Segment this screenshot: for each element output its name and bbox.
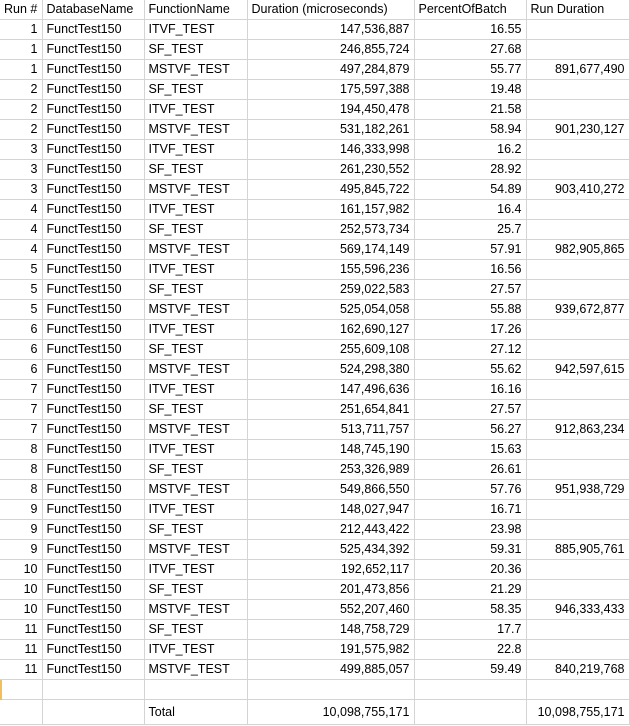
active-cell-marker (0, 680, 2, 700)
cell-run[interactable]: 3 (0, 140, 42, 160)
cell-functionname[interactable]: MSTVF_TEST (144, 600, 247, 620)
cell-run[interactable]: 8 (0, 460, 42, 480)
cell-run[interactable]: 7 (0, 380, 42, 400)
total-run-duration[interactable]: 10,098,755,171 (526, 700, 629, 725)
cell-databasename[interactable]: FunctTest150 (42, 200, 144, 220)
cell-databasename[interactable]: FunctTest150 (42, 660, 144, 680)
header-duration[interactable]: Duration (microseconds) (247, 0, 414, 20)
cell-databasename[interactable]: FunctTest150 (42, 600, 144, 620)
cell-databasename[interactable]: FunctTest150 (42, 240, 144, 260)
cell-duration[interactable]: 175,597,388 (247, 80, 414, 100)
cell-duration[interactable]: 246,855,724 (247, 40, 414, 60)
cell-run[interactable]: 3 (0, 160, 42, 180)
cell-databasename[interactable]: FunctTest150 (42, 460, 144, 480)
cell-duration[interactable]: 495,845,722 (247, 180, 414, 200)
table-row (0, 340, 629, 360)
header-run[interactable]: Run # (0, 0, 42, 20)
cell-duration[interactable]: 147,496,636 (247, 380, 414, 400)
cell-run[interactable]: 3 (0, 180, 42, 200)
cell-percentofbatch[interactable]: 21.58 (414, 100, 526, 120)
cell-run[interactable]: 6 (0, 360, 42, 380)
cell-percentofbatch[interactable]: 58.35 (414, 600, 526, 620)
cell-databasename[interactable]: FunctTest150 (42, 140, 144, 160)
cell-functionname[interactable]: SF_TEST (144, 520, 247, 540)
cell-percentofbatch[interactable]: 15.63 (414, 440, 526, 460)
empty-cell[interactable] (247, 680, 414, 700)
cell-run[interactable]: 11 (0, 640, 42, 660)
cell-run-duration[interactable] (526, 380, 629, 400)
table-row (0, 40, 629, 60)
total-row (0, 700, 629, 725)
cell-duration[interactable]: 148,027,947 (247, 500, 414, 520)
cell-functionname[interactable]: MSTVF_TEST (144, 300, 247, 320)
table-row (0, 600, 629, 620)
cell-functionname[interactable]: ITVF_TEST (144, 640, 247, 660)
table-row (0, 60, 629, 80)
cell-run-duration[interactable] (526, 440, 629, 460)
cell-run-duration[interactable] (526, 560, 629, 580)
cell-functionname[interactable]: MSTVF_TEST (144, 360, 247, 380)
header-databasename[interactable]: DatabaseName (42, 0, 144, 20)
empty-cell[interactable] (526, 680, 629, 700)
table-row (0, 320, 629, 340)
cell-functionname[interactable]: ITVF_TEST (144, 500, 247, 520)
empty-cell[interactable] (42, 700, 144, 725)
table-row (0, 100, 629, 120)
cell-databasename[interactable]: FunctTest150 (42, 180, 144, 200)
cell-percentofbatch[interactable]: 21.29 (414, 580, 526, 600)
cell-run[interactable]: 4 (0, 220, 42, 240)
cell-duration[interactable]: 259,022,583 (247, 280, 414, 300)
table-row (0, 580, 629, 600)
table-row (0, 180, 629, 200)
header-run-duration[interactable]: Run Duration (526, 0, 629, 20)
table-row (0, 560, 629, 580)
cell-functionname[interactable]: MSTVF_TEST (144, 180, 247, 200)
cell-run-duration[interactable]: 912,863,234 (526, 420, 629, 440)
cell-run[interactable]: 4 (0, 200, 42, 220)
cell-run[interactable]: 7 (0, 420, 42, 440)
cell-run[interactable]: 8 (0, 440, 42, 460)
empty-cell[interactable] (414, 680, 526, 700)
empty-cell[interactable] (0, 700, 42, 725)
cell-run[interactable]: 11 (0, 660, 42, 680)
cell-run[interactable]: 10 (0, 600, 42, 620)
cell-functionname[interactable]: SF_TEST (144, 340, 247, 360)
table-row (0, 660, 629, 680)
cell-percentofbatch[interactable]: 27.68 (414, 40, 526, 60)
cell-duration[interactable]: 147,536,887 (247, 20, 414, 40)
cell-run-duration[interactable] (526, 520, 629, 540)
cell-run[interactable]: 1 (0, 60, 42, 80)
cell-percentofbatch[interactable]: 56.27 (414, 420, 526, 440)
table-row (0, 500, 629, 520)
cell-databasename[interactable]: FunctTest150 (42, 220, 144, 240)
cell-percentofbatch[interactable]: 59.49 (414, 660, 526, 680)
cell-functionname[interactable]: MSTVF_TEST (144, 540, 247, 560)
cell-functionname[interactable]: ITVF_TEST (144, 380, 247, 400)
cell-duration[interactable]: 162,690,127 (247, 320, 414, 340)
cell-percentofbatch[interactable]: 22.8 (414, 640, 526, 660)
cell-duration[interactable]: 251,654,841 (247, 400, 414, 420)
cell-run[interactable]: 5 (0, 260, 42, 280)
cell-duration[interactable]: 194,450,478 (247, 100, 414, 120)
cell-databasename[interactable]: FunctTest150 (42, 100, 144, 120)
cell-run-duration[interactable] (526, 260, 629, 280)
table-row (0, 400, 629, 420)
cell-run-duration[interactable] (526, 20, 629, 40)
cell-percentofbatch[interactable]: 27.57 (414, 280, 526, 300)
cell-functionname[interactable]: ITVF_TEST (144, 140, 247, 160)
cell-databasename[interactable]: FunctTest150 (42, 20, 144, 40)
empty-cell[interactable] (144, 680, 247, 700)
cell-run-duration[interactable] (526, 320, 629, 340)
cell-duration[interactable]: 255,609,108 (247, 340, 414, 360)
cell-databasename[interactable]: FunctTest150 (42, 580, 144, 600)
cell-databasename[interactable]: FunctTest150 (42, 120, 144, 140)
cell-databasename[interactable]: FunctTest150 (42, 620, 144, 640)
cell-functionname[interactable]: SF_TEST (144, 220, 247, 240)
cell-percentofbatch[interactable]: 54.89 (414, 180, 526, 200)
cell-functionname[interactable]: MSTVF_TEST (144, 420, 247, 440)
cell-functionname[interactable]: MSTVF_TEST (144, 60, 247, 80)
header-row (0, 0, 629, 20)
cell-functionname[interactable]: SF_TEST (144, 80, 247, 100)
cell-percentofbatch[interactable]: 28.92 (414, 160, 526, 180)
cell-run-duration[interactable] (526, 80, 629, 100)
cell-run[interactable]: 9 (0, 500, 42, 520)
cell-percentofbatch[interactable]: 57.76 (414, 480, 526, 500)
cell-run-duration[interactable] (526, 500, 629, 520)
cell-run-duration[interactable] (526, 400, 629, 420)
cell-run-duration[interactable]: 951,938,729 (526, 480, 629, 500)
table-row (0, 360, 629, 380)
cell-databasename[interactable]: FunctTest150 (42, 400, 144, 420)
cell-run-duration[interactable] (526, 580, 629, 600)
cell-run[interactable]: 10 (0, 580, 42, 600)
cell-run-duration[interactable] (526, 140, 629, 160)
cell-duration[interactable]: 253,326,989 (247, 460, 414, 480)
cell-run[interactable]: 1 (0, 20, 42, 40)
table-row (0, 260, 629, 280)
cell-run-duration[interactable]: 903,410,272 (526, 180, 629, 200)
cell-duration[interactable]: 252,573,734 (247, 220, 414, 240)
empty-cell[interactable] (0, 680, 42, 700)
cell-run-duration[interactable] (526, 460, 629, 480)
cell-run[interactable]: 4 (0, 240, 42, 260)
cell-duration[interactable]: 161,157,982 (247, 200, 414, 220)
cell-run-duration[interactable]: 982,905,865 (526, 240, 629, 260)
cell-databasename[interactable]: FunctTest150 (42, 160, 144, 180)
cell-functionname[interactable]: SF_TEST (144, 460, 247, 480)
cell-run-duration[interactable] (526, 100, 629, 120)
cell-run[interactable]: 10 (0, 560, 42, 580)
cell-run-duration[interactable] (526, 640, 629, 660)
cell-percentofbatch[interactable]: 23.98 (414, 520, 526, 540)
cell-run[interactable]: 11 (0, 620, 42, 640)
blank-row (0, 680, 629, 700)
cell-run[interactable]: 7 (0, 400, 42, 420)
cell-percentofbatch[interactable]: 17.7 (414, 620, 526, 640)
cell-run[interactable]: 8 (0, 480, 42, 500)
cell-duration[interactable]: 201,473,856 (247, 580, 414, 600)
table-row (0, 120, 629, 140)
table-row (0, 420, 629, 440)
cell-databasename[interactable]: FunctTest150 (42, 440, 144, 460)
cell-percentofbatch[interactable]: 26.61 (414, 460, 526, 480)
cell-databasename[interactable]: FunctTest150 (42, 380, 144, 400)
cell-run-duration[interactable] (526, 220, 629, 240)
table-row (0, 480, 629, 500)
table-row (0, 160, 629, 180)
cell-percentofbatch[interactable]: 55.88 (414, 300, 526, 320)
cell-run[interactable]: 2 (0, 120, 42, 140)
cell-duration[interactable]: 155,596,236 (247, 260, 414, 280)
cell-run[interactable]: 2 (0, 80, 42, 100)
cell-databasename[interactable]: FunctTest150 (42, 80, 144, 100)
cell-databasename[interactable]: FunctTest150 (42, 280, 144, 300)
cell-percentofbatch[interactable]: 17.26 (414, 320, 526, 340)
cell-run-duration[interactable]: 942,597,615 (526, 360, 629, 380)
cell-run[interactable]: 9 (0, 520, 42, 540)
table-row (0, 140, 629, 160)
cell-databasename[interactable]: FunctTest150 (42, 340, 144, 360)
cell-run-duration[interactable]: 891,677,490 (526, 60, 629, 80)
cell-functionname[interactable]: MSTVF_TEST (144, 120, 247, 140)
cell-run-duration[interactable]: 901,230,127 (526, 120, 629, 140)
table-row (0, 460, 629, 480)
cell-run[interactable]: 6 (0, 340, 42, 360)
table-row (0, 80, 629, 100)
table-row (0, 380, 629, 400)
cell-functionname[interactable]: ITVF_TEST (144, 320, 247, 340)
cell-percentofbatch[interactable]: 16.16 (414, 380, 526, 400)
cell-functionname[interactable]: MSTVF_TEST (144, 660, 247, 680)
cell-percentofbatch[interactable]: 57.91 (414, 240, 526, 260)
cell-percentofbatch[interactable]: 19.48 (414, 80, 526, 100)
cell-run-duration[interactable]: 946,333,433 (526, 600, 629, 620)
cell-percentofbatch[interactable]: 16.55 (414, 20, 526, 40)
cell-functionname[interactable]: ITVF_TEST (144, 200, 247, 220)
cell-functionname[interactable]: SF_TEST (144, 280, 247, 300)
total-duration[interactable]: 10,098,755,171 (247, 700, 414, 725)
cell-duration[interactable]: 525,434,392 (247, 540, 414, 560)
table-row (0, 520, 629, 540)
cell-databasename[interactable]: FunctTest150 (42, 480, 144, 500)
cell-functionname[interactable]: MSTVF_TEST (144, 240, 247, 260)
cell-run-duration[interactable]: 885,905,761 (526, 540, 629, 560)
cell-percentofbatch[interactable]: 55.77 (414, 60, 526, 80)
cell-databasename[interactable]: FunctTest150 (42, 360, 144, 380)
cell-percentofbatch[interactable]: 27.12 (414, 340, 526, 360)
cell-run-duration[interactable] (526, 340, 629, 360)
cell-functionname[interactable]: SF_TEST (144, 160, 247, 180)
cell-run-duration[interactable] (526, 280, 629, 300)
cell-databasename[interactable]: FunctTest150 (42, 520, 144, 540)
table-row (0, 620, 629, 640)
cell-duration[interactable]: 552,207,460 (247, 600, 414, 620)
cell-percentofbatch[interactable]: 59.31 (414, 540, 526, 560)
cell-databasename[interactable]: FunctTest150 (42, 640, 144, 660)
cell-duration[interactable]: 261,230,552 (247, 160, 414, 180)
cell-run-duration[interactable]: 840,219,768 (526, 660, 629, 680)
table-row (0, 220, 629, 240)
cell-functionname[interactable]: MSTVF_TEST (144, 480, 247, 500)
cell-run[interactable]: 9 (0, 540, 42, 560)
table-row (0, 300, 629, 320)
cell-run[interactable]: 5 (0, 300, 42, 320)
total-label[interactable]: Total (144, 700, 247, 725)
cell-run[interactable]: 2 (0, 100, 42, 120)
cell-run[interactable]: 6 (0, 320, 42, 340)
cell-percentofbatch[interactable]: 20.36 (414, 560, 526, 580)
table-row (0, 240, 629, 260)
cell-run[interactable]: 5 (0, 280, 42, 300)
cell-databasename[interactable]: FunctTest150 (42, 60, 144, 80)
empty-cell[interactable] (42, 680, 144, 700)
cell-databasename[interactable]: FunctTest150 (42, 560, 144, 580)
cell-databasename[interactable]: FunctTest150 (42, 500, 144, 520)
cell-databasename[interactable]: FunctTest150 (42, 320, 144, 340)
cell-databasename[interactable]: FunctTest150 (42, 40, 144, 60)
table-row (0, 200, 629, 220)
cell-duration[interactable]: 499,885,057 (247, 660, 414, 680)
cell-duration[interactable]: 525,054,058 (247, 300, 414, 320)
cell-percentofbatch[interactable]: 16.71 (414, 500, 526, 520)
cell-percentofbatch[interactable]: 16.2 (414, 140, 526, 160)
table-row (0, 20, 629, 40)
table-row (0, 640, 629, 660)
cell-run[interactable]: 1 (0, 40, 42, 60)
cell-databasename[interactable]: FunctTest150 (42, 300, 144, 320)
cell-databasename[interactable]: FunctTest150 (42, 420, 144, 440)
cell-run-duration[interactable]: 939,672,877 (526, 300, 629, 320)
cell-percentofbatch[interactable]: 25.7 (414, 220, 526, 240)
cell-percentofbatch[interactable]: 16.56 (414, 260, 526, 280)
cell-percentofbatch[interactable]: 27.57 (414, 400, 526, 420)
cell-run-duration[interactable] (526, 40, 629, 60)
cell-duration[interactable]: 146,333,998 (247, 140, 414, 160)
cell-functionname[interactable]: ITVF_TEST (144, 440, 247, 460)
empty-cell[interactable] (414, 700, 526, 725)
cell-functionname[interactable]: ITVF_TEST (144, 260, 247, 280)
cell-duration[interactable]: 212,443,422 (247, 520, 414, 540)
table-row (0, 540, 629, 560)
cell-databasename[interactable]: FunctTest150 (42, 540, 144, 560)
cell-duration[interactable]: 192,652,117 (247, 560, 414, 580)
table-row (0, 440, 629, 460)
cell-run-duration[interactable] (526, 620, 629, 640)
cell-run-duration[interactable] (526, 200, 629, 220)
cell-duration[interactable]: 549,866,550 (247, 480, 414, 500)
header-functionname[interactable]: FunctionName (144, 0, 247, 20)
cell-databasename[interactable]: FunctTest150 (42, 260, 144, 280)
cell-functionname[interactable]: SF_TEST (144, 40, 247, 60)
cell-percentofbatch[interactable]: 58.94 (414, 120, 526, 140)
cell-functionname[interactable]: ITVF_TEST (144, 560, 247, 580)
cell-functionname[interactable]: SF_TEST (144, 580, 247, 600)
cell-functionname[interactable]: SF_TEST (144, 620, 247, 640)
cell-duration[interactable]: 513,711,757 (247, 420, 414, 440)
cell-duration[interactable]: 531,182,261 (247, 120, 414, 140)
cell-duration[interactable]: 524,298,380 (247, 360, 414, 380)
cell-run-duration[interactable] (526, 160, 629, 180)
cell-duration[interactable]: 148,758,729 (247, 620, 414, 640)
cell-duration[interactable]: 497,284,879 (247, 60, 414, 80)
cell-percentofbatch[interactable]: 55.62 (414, 360, 526, 380)
header-percentofbatch[interactable]: PercentOfBatch (414, 0, 526, 20)
cell-functionname[interactable]: SF_TEST (144, 400, 247, 420)
cell-duration[interactable]: 569,174,149 (247, 240, 414, 260)
cell-functionname[interactable]: ITVF_TEST (144, 100, 247, 120)
table-row (0, 280, 629, 300)
cell-duration[interactable]: 191,575,982 (247, 640, 414, 660)
cell-functionname[interactable]: ITVF_TEST (144, 20, 247, 40)
cell-percentofbatch[interactable]: 16.4 (414, 200, 526, 220)
cell-duration[interactable]: 148,745,190 (247, 440, 414, 460)
